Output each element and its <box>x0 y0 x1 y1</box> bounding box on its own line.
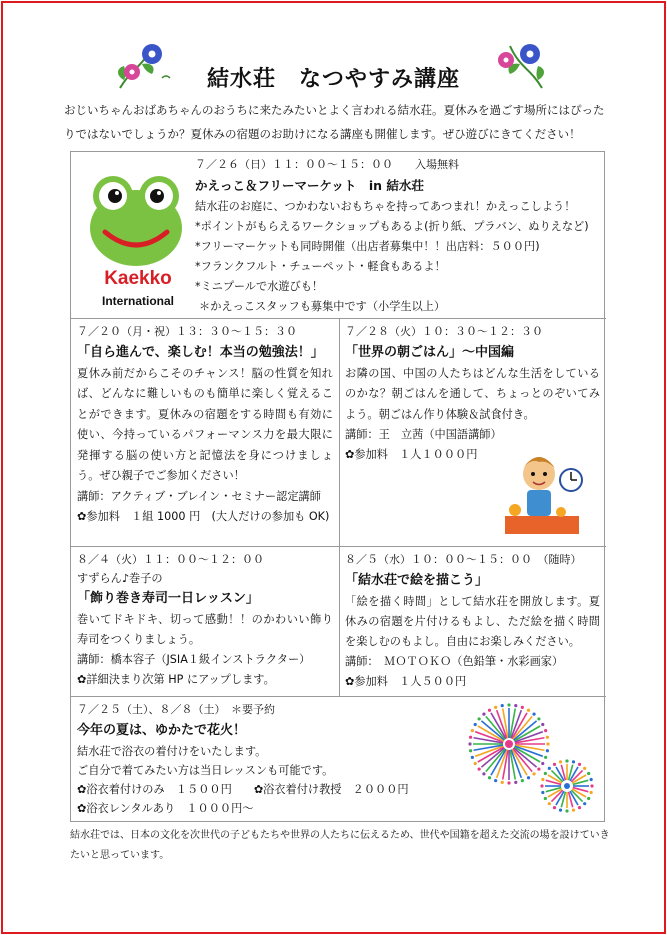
event-body: お隣の国、中国の人たちはどんな生活をしているのかな？朝ごはんを通して、ちょっとのぞいてみよう。朝ごはん作り体験＆試食付き。 <box>345 366 600 421</box>
event-fee: ✿参加料 １人１０００円 <box>345 448 478 462</box>
firework-spark <box>469 749 472 752</box>
firework-spark <box>587 772 590 775</box>
firework-spark <box>488 776 491 779</box>
firework-spark <box>565 759 568 762</box>
event-kaekko <box>71 152 606 318</box>
event-date: ８／５（水）１０：００～１５：００ （随時） <box>345 553 582 566</box>
firework-spark <box>514 781 517 784</box>
event-grid <box>70 151 605 822</box>
firework-spark <box>572 760 575 763</box>
firework-spark <box>546 736 549 739</box>
firework-spark <box>559 809 562 812</box>
firework-spark <box>546 742 549 745</box>
firework-spark <box>488 709 491 712</box>
firework-spark <box>471 756 474 759</box>
event-heading: 今年の夏は、ゆかたで花火！ <box>77 722 247 738</box>
firework-spark <box>478 767 481 770</box>
firework-spark <box>578 806 581 809</box>
firework-spark <box>565 809 568 812</box>
event-instructor: 講師： ＭＯＴＯＫＯ（色鉛筆・水彩画家） <box>345 654 564 668</box>
event-date: ７／２０（月・祝）１３：３０～１５：３０ <box>77 325 297 338</box>
firework-spark <box>468 742 471 745</box>
intro-text: おじいちゃんおばあちゃんのおうちに来たみたいとよく言われる結水荘。夏休みを過ごす場所にはぴったりではないでしょうか？夏休みの宿題のお助けになる講座も開催します。ぜひ遊びにきてください！ <box>64 103 605 141</box>
firework-spark <box>507 781 510 784</box>
event-line: *フリーマーケットも同時開催（出店者募集中！！出店料：５００円) <box>195 239 540 253</box>
fireworks-illustration <box>461 700 601 818</box>
firework-spark <box>541 762 544 765</box>
firework-spark <box>587 797 590 800</box>
event-heading: 「自ら進んで、楽しむ！本当の勉強法！」 <box>77 344 324 360</box>
page-title: 結水荘 なつやすみ講座 <box>206 67 460 92</box>
event-body: 「絵を描く時間」として結水荘を開放します。夏休みの宿題を片付けるもよし、ただ絵を描く時間を楽しむのもよし。自由にお楽しみください。 <box>345 594 600 648</box>
firework-spark <box>501 704 504 707</box>
event-body: 夏休み前だからこそのチャンス！脳の性質を知れば、どんなに難しいものも簡単に楽しく覚えることができます。夏休みの宿題をする時間も有効に使い、今持っているパフォーマンス力を最大限に発揮する脳の使い方と記憶法を身につけましょう。ぜひ親子でご参加ください！ <box>77 366 333 483</box>
event-date: ８／４（火）１１：００～１２：００ <box>77 553 264 566</box>
event-heading: 「飾り巻き寿司一日レッスン」 <box>77 591 259 607</box>
event-line: *ポイントがもらえるワークショップもあるよ(折り紙、プラバン、ぬりえなど) <box>195 219 589 233</box>
event-instructor: 講師：橋本容子（JSIA１級インストラクター） <box>77 653 311 667</box>
firework-spark <box>494 779 497 782</box>
event-line: 結水荘で浴衣の着付けをいたします。 <box>77 744 267 758</box>
firework-spark <box>559 760 562 763</box>
firework-spark <box>507 703 510 706</box>
firework-spark <box>544 772 547 775</box>
firework-spark <box>527 776 530 779</box>
firework-spark <box>553 763 556 766</box>
firework-spark <box>544 756 547 759</box>
event-subtitle: すずらん♪巻子の <box>77 571 163 585</box>
event-line: *ミニプールで水遊びも！ <box>195 279 324 293</box>
logo-line2: International <box>101 294 174 308</box>
event-heading: かえっこ＆フリーマーケット in 結水荘 <box>195 177 424 193</box>
breakfast-boy-illustration <box>499 446 591 538</box>
event-fee: ✿詳細決まり次第 HP にアップします。 <box>77 673 275 687</box>
event-yukata <box>71 696 606 823</box>
firework-spark <box>514 704 517 707</box>
event-heading: 「世界の朝ごはん」～中国編 <box>345 344 515 360</box>
event-line: 結水荘のお庭に、つかわないおもちゃを持ってあつまれ！かえっこしよう！ <box>195 199 576 213</box>
firework-spark <box>541 791 544 794</box>
firework-spark <box>521 779 524 782</box>
firework-spark <box>494 706 497 709</box>
firework-spark <box>548 767 551 770</box>
footer-text: 結水荘では、日本の文化を次世代の子どもたちや世界の人たちに伝えるため、世代や国籍を超えた交流の場を設けていきたいと思っています。 <box>70 830 610 861</box>
firework-spark <box>474 723 477 726</box>
event-sushi-lesson <box>71 546 339 696</box>
firework-spark <box>578 763 581 766</box>
event-date: ７／２８（火）１０：３０～１２：３０ <box>345 325 543 338</box>
firework-spark <box>537 767 540 770</box>
event-fee: ✿浴衣着付け教授 ２０００円 <box>253 782 409 796</box>
event-fee: ✿浴衣着付けのみ １５００円 <box>77 782 232 796</box>
firework-spark <box>469 736 472 739</box>
event-fee: ✿浴衣レンタルあり １０００円～ <box>77 801 254 815</box>
firework-spark <box>541 778 544 781</box>
event-fee: ✿参加料 １人５００円 <box>345 674 467 688</box>
firework-spark <box>532 713 535 716</box>
firework-spark <box>482 772 485 775</box>
logo-line1: Kaekko <box>104 268 172 289</box>
event-line: ＊かえっこスタッフも募集中です（小学生以上） <box>199 299 446 313</box>
event-heading: 「結水荘で絵を描こう」 <box>345 572 489 588</box>
event-instructor: 講師：王 立茜（中国語講師） <box>345 428 502 442</box>
kaekko-logo <box>81 166 191 306</box>
firework-spark <box>544 797 547 800</box>
event-painting <box>339 546 606 696</box>
event-line: *フランクフルト・チューペット・軽食もあるよ！ <box>195 259 446 273</box>
firework-spark <box>527 709 530 712</box>
event-body: 巻いてドキドキ、切って感動！！のかわいい飾り寿司をつくりましょう。 <box>77 613 333 647</box>
firework-spark <box>553 806 556 809</box>
firework-spark <box>537 717 540 720</box>
event-line: ご自分で着てみたい方は当日レッスンも可能です。 <box>77 763 334 777</box>
event-date: ７／２５（土）、８／８（土） ＊要予約 <box>77 703 275 716</box>
firework-spark <box>541 723 544 726</box>
firework-spark <box>572 809 575 812</box>
firework-spark <box>544 729 547 732</box>
firework-spark <box>478 717 481 720</box>
firework-spark <box>590 784 593 787</box>
event-study-method <box>71 318 339 546</box>
event-date: ７／２６（日）１１：００～１５：００ 入場無料 <box>195 158 459 171</box>
firework-spark <box>590 778 593 781</box>
firework-spark <box>590 791 593 794</box>
firework-spark <box>532 772 535 775</box>
firework-spark <box>540 784 543 787</box>
firework-spark <box>501 781 504 784</box>
event-instructor: 講師：アクティブ・ブレイン・セミナー認定講師 <box>77 489 321 503</box>
firework-spark <box>546 749 549 752</box>
frog-icon <box>81 166 191 270</box>
firework-spark <box>583 802 586 805</box>
firework-spark <box>474 762 477 765</box>
firework-spark <box>482 713 485 716</box>
firework-spark <box>471 729 474 732</box>
event-world-breakfast <box>339 318 606 546</box>
firework-spark <box>548 802 551 805</box>
event-fee: ✿参加料 １組 1000 円 (大人だけの参加も OK) <box>77 509 330 523</box>
firework-spark <box>521 706 524 709</box>
firework-spark <box>583 767 586 770</box>
